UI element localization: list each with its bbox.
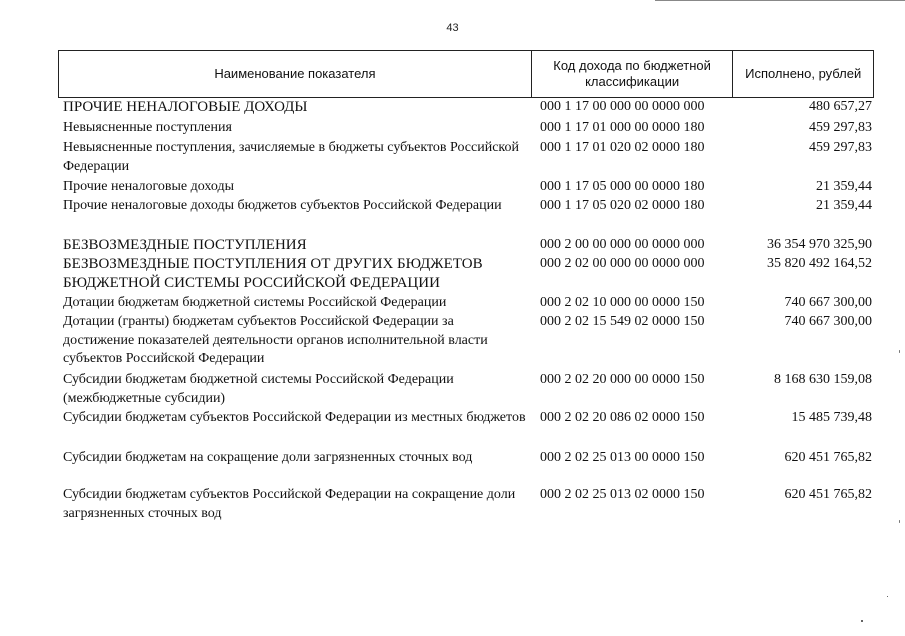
- scan-speck: [899, 520, 900, 523]
- table-row: [58, 294, 874, 313]
- row-code: 000 1 17 01 000 00 0000 180: [540, 120, 705, 135]
- table-row: [58, 409, 874, 449]
- row-name: Субсидии бюджетам на сокращение доли загрязненных сточных вод: [63, 450, 473, 465]
- table-row: [58, 197, 874, 236]
- header-name: Наименование показателя: [59, 51, 532, 97]
- table-row: [58, 255, 874, 294]
- table-row: [58, 139, 874, 178]
- table-row: [58, 178, 874, 197]
- row-amount: 459 297,83: [809, 140, 872, 155]
- table-row: [58, 486, 874, 526]
- header-amount: Исполнено, рублей: [745, 66, 862, 81]
- row-amount: 8 168 630 159,08: [774, 372, 872, 387]
- scan-speck: [899, 350, 900, 353]
- row-code: 000 2 02 15 549 02 0000 150: [540, 314, 705, 329]
- row-name: Дотации (гранты) бюджетам субъектов Российской Федерации за достижение показателей деятельности органов исполнительной власти субъектов Российской Федерации: [63, 314, 488, 366]
- row-code: 000 2 02 25 013 00 0000 150: [540, 450, 705, 465]
- scan-speck: [887, 596, 888, 597]
- row-amount: 740 667 300,00: [784, 314, 872, 329]
- table-row: [58, 449, 874, 486]
- row-amount: 480 657,27: [809, 99, 872, 114]
- row-code: 000 1 17 00 000 00 0000 000: [540, 99, 705, 114]
- table-row: [58, 236, 874, 255]
- row-code: 000 2 02 20 000 00 0000 150: [540, 372, 705, 387]
- row-amount: 620 451 765,82: [784, 450, 872, 465]
- row-name: БЕЗВОЗМЕЗДНЫЕ ПОСТУПЛЕНИЯ: [63, 237, 307, 253]
- row-code: 000 2 00 00 000 00 0000 000: [540, 237, 705, 252]
- row-name: Невыясненные поступления: [63, 120, 232, 135]
- table-row: [58, 371, 874, 409]
- row-amount: 459 297,83: [809, 120, 872, 135]
- page-number: 43: [446, 22, 459, 34]
- row-name: ПРОЧИЕ НЕНАЛОГОВЫЕ ДОХОДЫ: [63, 99, 308, 115]
- row-code: 000 2 02 10 000 00 0000 150: [540, 295, 705, 310]
- row-code: 000 1 17 05 020 02 0000 180: [540, 198, 705, 213]
- table-row: [58, 98, 874, 119]
- scan-speck: [861, 620, 863, 622]
- top-edge-rule: [655, 0, 905, 1]
- row-amount: 21 359,44: [816, 179, 872, 194]
- table-header: [58, 50, 874, 98]
- row-name: Субсидии бюджетам бюджетной системы Российской Федерации (межбюджетные субсидии): [63, 372, 454, 406]
- row-name: Субсидии бюджетам субъектов Российской Федерации из местных бюджетов: [63, 410, 526, 425]
- row-amount: 21 359,44: [816, 198, 872, 213]
- row-name: БЕЗВОЗМЕЗДНЫЕ ПОСТУПЛЕНИЯ ОТ ДРУГИХ БЮДЖЕТОВ БЮДЖЕТНОЙ СИСТЕМЫ РОССИЙСКОЙ ФЕДЕРАЦИИ: [63, 256, 483, 291]
- row-amount: 740 667 300,00: [784, 295, 872, 310]
- row-amount: 15 485 739,48: [791, 410, 872, 425]
- row-code: 000 1 17 01 020 02 0000 180: [540, 140, 705, 155]
- row-name: Дотации бюджетам бюджетной системы Российской Федерации: [63, 295, 447, 310]
- row-amount: 620 451 765,82: [784, 487, 872, 502]
- row-name: Невыясненные поступления, зачисляемые в бюджеты субъектов Российской Федерации: [63, 140, 520, 174]
- table-body: [58, 98, 874, 526]
- row-name: Субсидии бюджетам субъектов Российской Федерации на сокращение доли загрязненных сточных вод: [63, 487, 516, 521]
- header-code: Код дохода по бюджетной классификации: [532, 51, 734, 97]
- row-name: Прочие неналоговые доходы: [63, 179, 235, 194]
- table-row: [58, 119, 874, 139]
- row-code: 000 2 02 25 013 02 0000 150: [540, 487, 705, 502]
- row-code: 000 1 17 05 000 00 0000 180: [540, 179, 705, 194]
- row-amount: 35 820 492 164,52: [767, 256, 872, 271]
- row-amount: 36 354 970 325,90: [767, 237, 872, 252]
- table-row: [58, 313, 874, 371]
- row-code: 000 2 02 00 000 00 0000 000: [540, 256, 705, 271]
- row-name: Прочие неналоговые доходы бюджетов субъектов Российской Федерации: [63, 198, 502, 213]
- row-code: 000 2 02 20 086 02 0000 150: [540, 410, 705, 425]
